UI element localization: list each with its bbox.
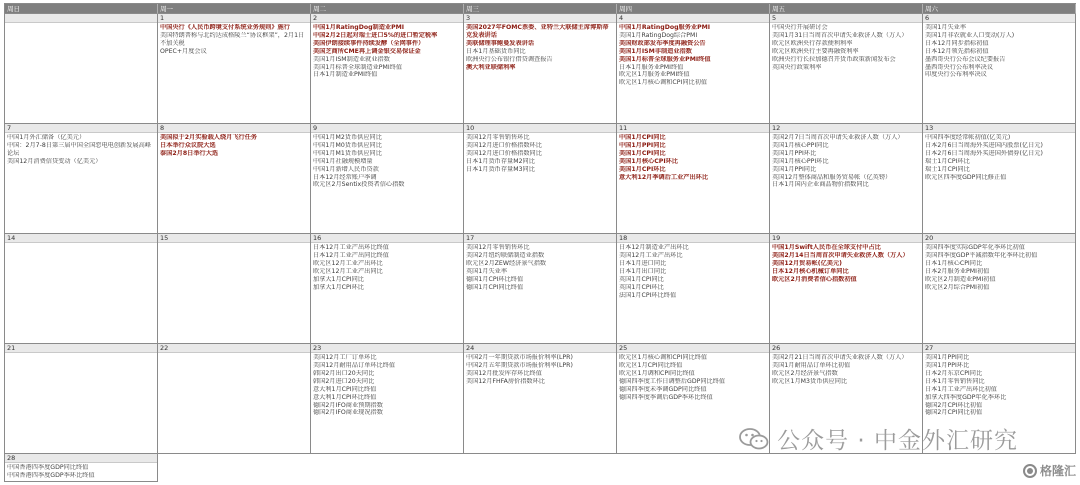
day-number: 10 [464, 124, 616, 133]
event-item: 欧元区2月制造业PMI初值 [925, 275, 996, 283]
day-number: 7 [5, 124, 157, 133]
weekday-header: 周六 [923, 4, 1076, 14]
event-item: 美国2月7日当周首次申请失业救济人数（万人） [772, 134, 904, 142]
highlighted-event: 美国2027年FOMC票委、亚特兰大联储主席博斯蒂克发表讲话 [466, 24, 609, 39]
day-cell[interactable] [923, 14, 1076, 124]
event-item: 欧元区2月Sentix投资者信心指数 [313, 181, 405, 189]
event-item: 美国12月批发库存环比终值 [466, 369, 542, 377]
highlighted-event: 美国12月贸易帐(亿美元) [772, 259, 842, 267]
day-cell[interactable] [464, 14, 617, 124]
day-number: 26 [770, 344, 922, 353]
event-list [464, 243, 616, 292]
event-item: 欧元区1月M3货币供应同比 [772, 377, 848, 385]
event-item: 德国四季度季调后GDP季环比终值 [619, 393, 713, 401]
event-item: 美国1月核心PPI同比 [772, 141, 829, 149]
event-item: 中国1月M1货币供应同比 [313, 149, 382, 157]
event-item: 日本1月货币存量M2同比 [466, 157, 535, 165]
event-item: 印度央行公布利率决议 [925, 71, 987, 79]
event-list [158, 133, 310, 159]
event-item: 日本12月领先指标初值 [925, 47, 989, 55]
highlighted-event: 中国1月CPI同比 [619, 134, 666, 142]
day-number: 6 [923, 14, 1075, 23]
highlighted-event: 中国央行《人民币跨境支付系统业务规则》施行 [160, 24, 290, 31]
event-list [311, 133, 463, 190]
day-number: 15 [158, 234, 310, 243]
event-item: 美国1月PPI同比 [772, 165, 817, 173]
event-item: 日本1月基础货币同比 [466, 47, 526, 55]
event-item: 日本12月工业产出环比终值 [313, 244, 389, 252]
day-number: 22 [158, 344, 310, 353]
highlighted-event: 美国伊朗接续事件持续发酵（全网事件） [313, 39, 425, 47]
day-cell[interactable] [617, 14, 770, 124]
day-cell[interactable] [5, 234, 158, 344]
event-item: 美国12月零售销售环比 [466, 134, 530, 142]
day-cell[interactable] [158, 124, 311, 234]
event-item: 意大利1月CPI同比终值 [313, 385, 377, 393]
event-item: 美国12月进口价格指数环比 [466, 141, 542, 149]
event-item: 美国四季度实际GDP年化季环比初值 [925, 244, 1025, 252]
event-item: 欧元区1月核心调和CPI同比终值 [619, 354, 708, 362]
event-list [464, 353, 616, 387]
event-item: 欧元区2月ZEW经济景气指数 [466, 259, 547, 267]
event-item: 日本12月制造业产出环比 [619, 244, 689, 252]
event-item: 美国12月消费信贷变动（亿美元） [7, 157, 102, 165]
event-item: 美国2月21日当周首次申请失业救济人数（万人） [772, 354, 908, 362]
event-item: 韩国2月出口20天同比 [313, 369, 375, 377]
event-item: 欧元区1月调和CPI同比终值 [619, 369, 695, 377]
highlighted-event: 澳大利亚联储利率 [466, 63, 516, 71]
event-list [464, 133, 616, 175]
event-list [464, 23, 616, 72]
event-item: 日本1月货币存量M3同比 [466, 165, 535, 173]
day-number: 16 [311, 234, 463, 243]
event-item: 德国四季度未季调GDP同比终值 [619, 385, 707, 393]
event-item: 法国1月CPI环比终值 [619, 291, 677, 299]
event-list [770, 23, 922, 72]
highlighted-event: 意大利12月季调后工业产出环比 [619, 173, 709, 181]
event-item: 美国12月FHFA房价指数环比 [466, 377, 545, 385]
highlighted-event: 泰国2月8日举行大选 [160, 149, 219, 157]
event-list [617, 23, 769, 88]
event-item: 德国1月CPI同比终值 [466, 283, 524, 291]
day-number: 20 [923, 234, 1075, 243]
day-number: 2 [311, 14, 463, 23]
highlighted-event: 美国1月标普全球服务业PMI终值 [619, 55, 711, 63]
day-number: 21 [5, 344, 157, 353]
day-cell[interactable] [5, 14, 158, 124]
event-list [311, 243, 463, 292]
event-item: 欧元区四季度GDP同比修正值 [925, 173, 1007, 181]
event-list [5, 353, 157, 355]
brand-logo-icon [1023, 464, 1037, 478]
event-item: 美国1月RatingDog综合PMI [619, 31, 698, 39]
event-item: 日本2月服务业PMI初值 [925, 267, 990, 275]
day-cell[interactable] [923, 234, 1076, 344]
day-cell[interactable] [923, 124, 1076, 234]
event-item: 中国1月M0货币供应同比 [313, 141, 382, 149]
event-list [770, 133, 922, 190]
weekday-header: 周五 [770, 4, 923, 14]
highlighted-event: 美国1月核心CPI环比 [619, 157, 678, 165]
day-number: 1 [158, 14, 310, 23]
event-list [617, 243, 769, 300]
watermark [739, 422, 1018, 455]
weekday-header: 周一 [158, 4, 311, 14]
weekday-header: 周三 [464, 4, 617, 14]
event-item: 美国四季度GDP平减指数年化季环比初值 [925, 252, 1038, 259]
event-item: 美国1月非农就业人口变动(万人) [925, 31, 1015, 39]
event-list [923, 133, 1075, 182]
event-item: 中国1月M2货币供应同比 [313, 134, 382, 142]
event-item: 美国1月PPI环比 [925, 362, 970, 370]
event-list [158, 353, 310, 355]
event-list [311, 353, 463, 418]
event-item: 中国1月新增人民币贷款 [313, 165, 379, 173]
event-list [5, 133, 157, 167]
event-item: 中国香港四季度GDP同比终值 [7, 464, 89, 472]
event-item: 美国12月工业产出环比 [619, 252, 683, 259]
event-item: 美国12月零售销售环比 [466, 244, 530, 252]
event-item: 墨西哥央行公布利率决议 [925, 63, 994, 71]
event-item: 德国四季度工作日调整后GDP同比终值 [619, 377, 726, 385]
day-number: 14 [5, 234, 157, 243]
day-number: 24 [464, 344, 616, 353]
highlighted-event: 中国1月PPI同比 [619, 141, 666, 149]
event-list [617, 133, 769, 182]
event-item: 美国1月ISM制造业就业指数 [313, 55, 390, 63]
event-list [617, 353, 769, 402]
highlighted-event: 中国1月RatingDog服务业PMI [619, 24, 711, 31]
event-item: 日本1月制造业PMI终值 [313, 71, 378, 79]
event-item: 日本12月同步指标初值 [925, 39, 989, 47]
event-item: 中国2月一年期贷款市场报价利率(LPR) [466, 354, 573, 362]
highlighted-event: 美国2月14日当周首次申请失业救济人数（万人） [772, 252, 909, 259]
event-item: 德国2月CPI同比初值 [925, 409, 983, 417]
event-item: 中国央行开展研讨会 [772, 24, 828, 31]
event-item: 美国1月失业率 [925, 24, 967, 31]
event-item: 欧元区1月核心调和CPI同比初值 [619, 79, 708, 87]
day-number: 9 [311, 124, 463, 133]
event-item: 欧元区2月经济景气指数 [772, 369, 838, 377]
day-number: 23 [311, 344, 463, 353]
day-number: 4 [617, 14, 769, 23]
event-item: 日本2月6日当周海外买进国内股票(亿日元) [925, 141, 1043, 149]
day-number: 13 [923, 124, 1075, 133]
event-item: 中国香港四季度GDP季环比终值 [7, 472, 95, 480]
brand-text: 格隆汇 [1039, 464, 1076, 478]
day-cell[interactable] [311, 14, 464, 124]
event-item: 日本12月工业产出同比终值 [313, 252, 389, 259]
event-list [311, 23, 463, 80]
event-item: 欧洲央行公布银行借贷调查报告 [466, 55, 553, 63]
day-cell[interactable] [5, 454, 158, 482]
weekday-header: 周二 [311, 4, 464, 14]
event-item: 欧元区12月工业产出同比 [313, 267, 383, 275]
day-cell[interactable] [770, 14, 923, 124]
day-cell[interactable] [464, 124, 617, 234]
day-number: 8 [158, 124, 310, 133]
event-item: 欧元区欧洲央行存款便利利率 [772, 39, 853, 47]
day-cell[interactable] [311, 344, 464, 454]
day-cell[interactable] [464, 344, 617, 454]
highlighted-event: 美国财政部发布季度再融资公告 [619, 39, 706, 47]
day-cell[interactable] [158, 14, 311, 124]
event-list [5, 243, 157, 245]
day-cell[interactable] [617, 234, 770, 344]
day-number: 25 [617, 344, 769, 353]
watermark-text: 公众号 · 中金外汇研究 [777, 428, 1018, 454]
event-item: 欧元区2月综合PMI初值 [925, 283, 990, 291]
event-item: 日本2月6日当周海外买进国外债券(亿日元) [925, 149, 1043, 157]
event-item: 日本2月东京CPI同比 [925, 369, 983, 377]
event-item: 日本12月经常账户季调 [313, 173, 377, 181]
highlighted-event: 美国芝商所CME再上调金银交易保证金 [313, 47, 421, 55]
weekday-header: 周日 [5, 4, 158, 14]
event-item: 德国2月IFO商业现况指数 [313, 409, 383, 417]
day-cell[interactable] [464, 234, 617, 344]
event-item: 德国2月CPI环比初值 [925, 401, 983, 409]
event-item: 中国：2月7-8日第三届中国全国恋电电创新发展高峰论坛 [7, 141, 151, 157]
event-item: 美国2月纽约联储制造业指数 [466, 252, 545, 259]
event-item: 美国1月31日当周首次申请失业救济人数（万人） [772, 31, 908, 39]
event-item: 英国央行政策利率 [772, 63, 822, 71]
day-cell[interactable] [5, 124, 158, 234]
event-list [158, 23, 310, 57]
event-item: 英国1月CPI环比 [619, 283, 664, 291]
event-item: 日本1月进口同比 [619, 259, 667, 267]
day-cell[interactable] [770, 234, 923, 344]
highlighted-event: 日本12月核心机械订单同比 [772, 267, 849, 275]
event-item: 欧元区1月服务业PMI终值 [619, 71, 690, 79]
event-item: OPEC+月度会议 [160, 47, 207, 55]
day-number [5, 14, 157, 23]
event-item: 中国1月社融规模增量 [313, 157, 373, 165]
event-item: 欧元区12月工业产出环比 [313, 259, 383, 267]
event-item: 日本1月国内企业商品物价指数同比 [772, 181, 869, 189]
event-item: 欧元区1月CPI同比终值 [619, 362, 683, 370]
day-number: 17 [464, 234, 616, 243]
day-cell[interactable] [770, 124, 923, 234]
highlighted-event: 中国2月2日起对瑞士进口5%的进口暂定税率 [313, 31, 438, 39]
event-item: 德国1月CPI环比终值 [466, 275, 524, 283]
event-list [5, 23, 157, 25]
event-item: 英国1月CPI同比 [619, 275, 664, 283]
event-item: 日本1月核心CPI同比 [925, 259, 983, 267]
day-cell[interactable] [5, 344, 158, 454]
event-item: 英国12月整体商品和服务贸易帐（亿英镑） [772, 173, 892, 181]
event-list [923, 353, 1075, 418]
event-list [770, 353, 922, 387]
weekday-header: 周四 [617, 4, 770, 14]
event-list [158, 243, 310, 245]
event-item: 日本1月工业产出环比初值 [925, 385, 997, 393]
event-item: 日本1月服务业PMI终值 [619, 63, 684, 71]
day-cell[interactable] [158, 344, 311, 454]
event-item: 美国12月耐用品订单环比终值 [313, 362, 396, 370]
day-number: 12 [770, 124, 922, 133]
highlighted-event: 美联储理事鲍曼发表讲话 [466, 39, 535, 47]
event-item: 美国1月标普全球制造业PMI终值 [313, 63, 403, 71]
event-list [5, 463, 157, 481]
highlighted-event: 美国1月CPI同比 [619, 149, 666, 157]
event-item: 瑞士1月CPI环比 [925, 157, 970, 165]
event-item: 加拿大1月CPI同比 [313, 275, 364, 283]
wechat-icon [739, 427, 769, 451]
event-item: 德国2月IFO商业预期指数 [313, 401, 383, 409]
day-cell[interactable] [158, 234, 311, 344]
day-cell[interactable] [311, 124, 464, 234]
day-number: 28 [5, 454, 157, 463]
event-item: 墨西哥央行公布会议纪要报告 [925, 55, 1006, 63]
event-item: 韩国2月进口20天同比 [313, 377, 375, 385]
event-item: 中国1月外汇储备（亿美元） [7, 134, 86, 142]
event-item: 美国12月工厂订单环比 [313, 354, 377, 362]
day-cell[interactable] [617, 124, 770, 234]
calendar-grid [4, 3, 1076, 482]
highlighted-event: 美国1月ISM非制造业指数 [619, 47, 692, 55]
event-item: 美国12月进口价格指数同比 [466, 149, 542, 157]
event-item: 意大利1月CPI环比终值 [313, 393, 377, 401]
event-item: 日本1月出口同比 [619, 267, 667, 275]
day-cell[interactable] [311, 234, 464, 344]
event-item: 加拿大1月CPI环比 [313, 283, 364, 291]
event-list [923, 23, 1075, 80]
day-number: 19 [770, 234, 922, 243]
highlighted-event: 美国1月CPI环比 [619, 165, 666, 173]
event-item: 日本1月零售销售同比 [925, 377, 985, 385]
day-number: 18 [617, 234, 769, 243]
highlighted-event: 中国1月Swift人民币在全球支付中占比 [772, 244, 881, 252]
event-item: 欧元区欧洲央行主要再融资利率 [772, 47, 859, 55]
brand-mark [1023, 462, 1076, 479]
event-item: 美国特朗普称与北约达成格陵兰“协议框架”，2月1日不加关税 [160, 31, 305, 47]
day-number: 5 [770, 14, 922, 23]
event-item: 瑞士1月CPI同比 [925, 165, 970, 173]
day-number: 27 [923, 344, 1075, 353]
event-item: 中国四季度经常帐初值(亿美元) [925, 134, 1011, 142]
event-item: 中国2月五年期贷款市场报价利率(LPR) [466, 362, 573, 370]
day-number: 11 [617, 124, 769, 133]
event-item: 美国1月耐用品订单环比初值 [772, 362, 851, 370]
day-number: 3 [464, 14, 616, 23]
highlighted-event: 中国1月RatingDog制造业PMI [313, 24, 405, 31]
event-item: 英国1月失业率 [466, 267, 508, 275]
event-item: 加拿大四季度GDP年化季环比 [925, 393, 1007, 401]
highlighted-event: 美国拟于2月实验载人绕月飞行任务 [160, 134, 258, 142]
event-item: 美国1月PPI同比 [925, 354, 970, 362]
highlighted-event: 欧元区2月消费者信心指数初值 [772, 275, 857, 283]
highlighted-event: 日本举行众议院大选 [160, 141, 216, 149]
event-list [770, 243, 922, 285]
event-list [923, 243, 1075, 292]
event-item: 欧洲央行行长拉加德召开货币政策新闻发布会 [772, 55, 896, 63]
event-item: 美国1月PPI环比 [772, 149, 817, 157]
event-item: 美国1月核心PPI环比 [772, 157, 829, 165]
